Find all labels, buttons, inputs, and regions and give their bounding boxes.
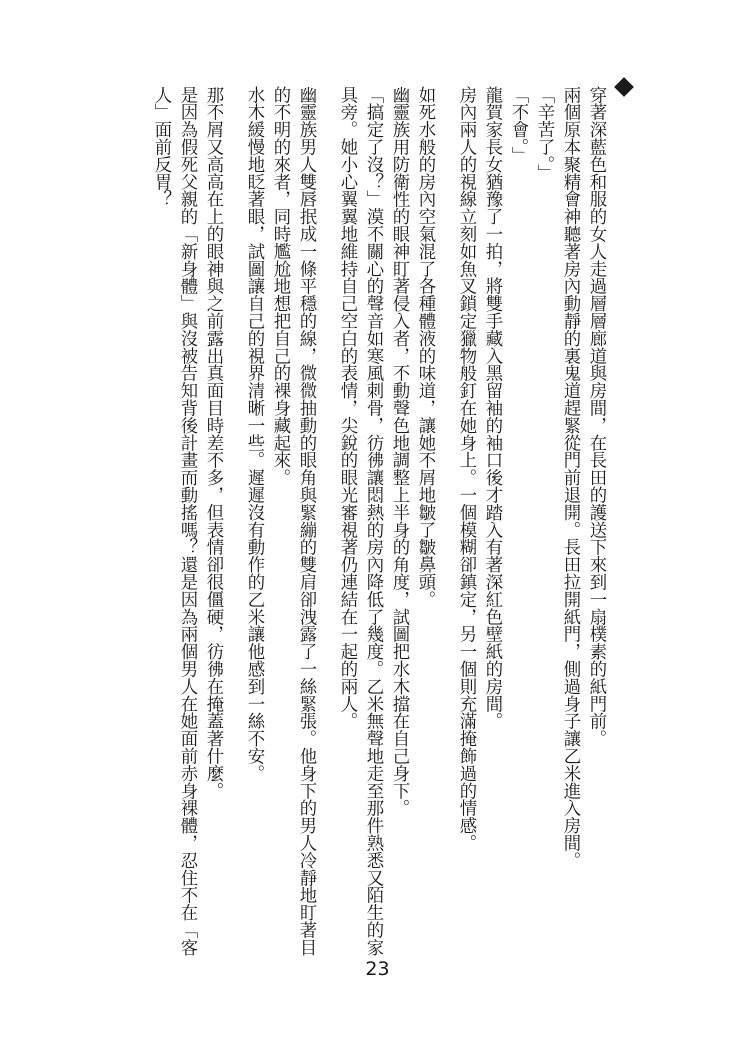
paragraph: 幽靈族用防衛性的眼神盯著侵入者，不動聲色地調整上半身的角度，試圖把水木擋在自己身下。 [389,86,409,817]
page-number: 23 [365,958,390,980]
paragraph: 幽靈族男人雙唇抿成一條平穩的線，微微抽動的眼角與緊繃的雙肩卻洩露了一絲緊張。他身下的男人冷靜地盯著目的不明的來者，同時尷尬地想把自己的裸身藏起來。 [270,86,316,956]
dialogue-line: 「不會。」 [508,86,528,165]
paragraph: 水木緩慢地眨著眼，試圖讓自己的視界清晰一些。遲遲沒有動作的乙米讓他感到一絲不安。 [244,86,264,782]
paragraph: 那不屑又高高在上的眼神與之前露出真面目時差不多，但表情卻很僵硬，彷彿在掩蓋著什麼。 [203,86,223,800]
paragraph: 如死水般的房內空氣混了各種體液的味道，讓她不屑地皺了皺鼻頭。 [415,86,435,608]
dialogue-line: 「辛苦了。」 [534,86,554,182]
paragraph: 龍賀家長女猶豫了一拍，將雙手藏入黑留袖的袖口後才踏入有著深紅色壁紙的房間。 [482,86,502,730]
paragraph: 是因為假死父親的「新身體」與沒被告知背後計畫而動搖嗎？還是因為兩個男人在她面前赤身裸體，忍住不在「客人」面前反胃？ [151,86,197,956]
paragraph: 兩個原本聚精會神聽著房內動靜的裏鬼道趕緊從門前退開。長田拉開紙門，側過身子讓乙米進入房間。 [560,86,580,869]
vertical-text-body [148,86,609,956]
paragraph: 穿著深藍色和服的女人走過層層廊道與房間，在長田的護送下來到一扇樸素的紙門前。 [586,86,606,748]
section-marker-icon [614,77,634,97]
paragraph: 「搞定了沒？」漠不關心的聲音如寒風刺骨，彷彿讓悶熱的房內降低了幾度。乙米無聲地走至那件熟悉又陌生的家具旁。她小心翼翼地維持自己空白的表情，尖銳的眼光審視著仍連結在一起的兩人。 [337,86,383,956]
paragraph: 房內兩人的視線立刻如魚叉鎖定獵物般釘在她身上。一個模糊卻鎮定，另一個則充滿掩飾過的情感。 [456,86,476,852]
